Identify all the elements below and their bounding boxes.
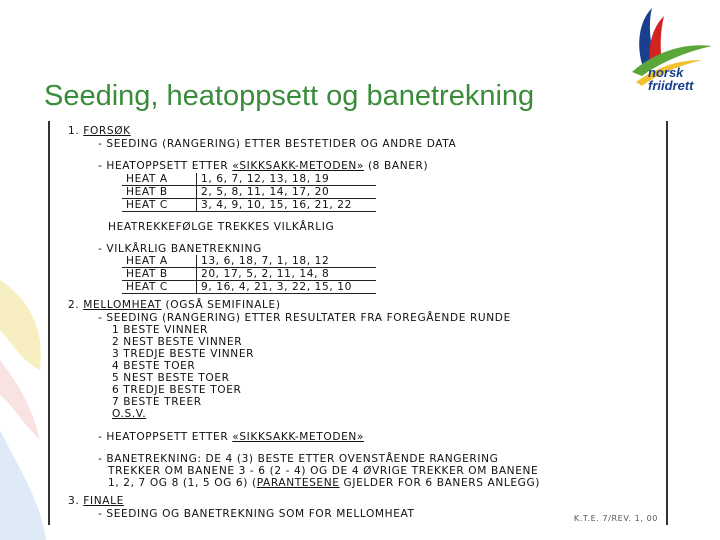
table-1-heat-a: HEAT A	[122, 173, 196, 186]
section-1-heat-heading	[98, 160, 428, 172]
table-1-heat-b: HEAT B	[122, 186, 196, 199]
logo-text	[648, 66, 694, 92]
background-swoosh-yellow	[0, 280, 41, 370]
section-2-number: 2.	[68, 299, 80, 311]
table-2-lanes-a: 13, 6, 18, 7, 1, 18, 12	[196, 255, 376, 268]
rank-item: 4 BESTE TOER	[112, 360, 196, 372]
section-1-title: FORSØK	[83, 125, 131, 137]
section-1-heat-prefix: - HEATOPPSETT ETTER	[98, 160, 233, 172]
table-2-heat-c: HEAT C	[122, 281, 196, 294]
rank-item: 7 BESTE TREER	[112, 396, 202, 408]
rank-item-etc: O.S.V.	[112, 408, 147, 420]
table-1-lanes-c: 3, 4, 9, 10, 15, 16, 21, 22	[196, 199, 376, 212]
logo-line-1: norsk	[648, 65, 684, 80]
section-2-title-note: (OGSÅ SEMIFINALE)	[161, 299, 281, 311]
section-1-seeding: - SEEDING (RANGERING) ETTER BESTETIDER OG ANDRE DATA	[98, 138, 457, 150]
section-2-heat-heading	[98, 431, 364, 443]
heat-table-2	[122, 255, 376, 294]
lane-draw-line-3-prefix: 1, 2, 7 OG 8 (1, 5 OG 6) (	[108, 477, 257, 489]
section-2-heat-prefix: - HEATOPPSETT ETTER	[98, 431, 233, 443]
document-signature: K.T.E. 7/REV. 1, 00	[573, 514, 658, 523]
section-3-seeding: - SEEDING OG BANETREKNING SOM FOR MELLOMHEAT	[98, 508, 415, 520]
slide-title: Seeding, heatoppsett og banetrekning	[44, 80, 535, 112]
lane-draw-parenthesis-word: PARANTESENE	[256, 477, 340, 489]
rank-item: 2 NEST BESTE VINNER	[112, 336, 243, 348]
section-3-number: 3.	[68, 495, 80, 507]
section-2-heat-method: «SIKKSAKK-METODEN»	[232, 431, 364, 443]
section-1-heat-method: «SIKKSAKK-METODEN»	[232, 160, 364, 172]
heat-order-text: HEATREKKEFØLGE TREKKES VILKÅRLIG	[108, 221, 335, 233]
section-1-heading	[68, 125, 131, 137]
rank-item: 3 TREDJE BESTE VINNER	[112, 348, 255, 360]
section-1-number: 1.	[68, 125, 80, 137]
table-2-heat-b: HEAT B	[122, 268, 196, 281]
heat-table-1	[122, 173, 376, 212]
lane-draw-line-1: - BANETREKNING: DE 4 (3) BESTE ETTER OVENSTÅENDE RANGERING	[98, 453, 499, 465]
table-1-lanes-a: 1, 6, 7, 12, 13, 18, 19	[196, 173, 376, 186]
table-1-heat-c: HEAT C	[122, 199, 196, 212]
background-swoosh-blue	[0, 430, 46, 540]
lane-draw-line-3	[108, 477, 540, 489]
section-3-heading	[68, 495, 124, 507]
table-2-heat-a: HEAT A	[122, 255, 196, 268]
section-2-seeding: - SEEDING (RANGERING) ETTER RESULTATER FRA FOREGÅENDE RUNDE	[98, 312, 511, 324]
rank-item: 6 TREDJE BESTE TOER	[112, 384, 242, 396]
rank-item: 5 NEST BESTE TOER	[112, 372, 230, 384]
random-lane-draw-heading: - VILKÅRLIG BANETREKNING	[98, 243, 262, 255]
lane-draw-line-2: TREKKER OM BANENE 3 - 6 (2 - 4) OG DE 4 ØVRIGE TREKKER OM BANENE	[108, 465, 539, 477]
background-swoosh-red	[0, 360, 40, 440]
section-3-title: FINALE	[83, 495, 124, 507]
section-2-heading	[68, 299, 281, 311]
table-1-lanes-b: 2, 5, 8, 11, 14, 17, 20	[196, 186, 376, 199]
table-2-lanes-c: 9, 16, 4, 21, 3, 22, 15, 10	[196, 281, 376, 294]
section-1-heat-suffix: (8 BANER)	[363, 160, 429, 172]
logo-line-2: friidrett	[648, 78, 694, 93]
document-scan	[48, 121, 668, 525]
rank-item: 1 BESTE VINNER	[112, 324, 209, 336]
lane-draw-line-3-suffix: GJELDER FOR 6 BANERS ANLEGG)	[339, 477, 541, 489]
section-2-title: MELLOMHEAT	[83, 299, 162, 311]
table-2-lanes-b: 20, 17, 5, 2, 11, 14, 8	[196, 268, 376, 281]
